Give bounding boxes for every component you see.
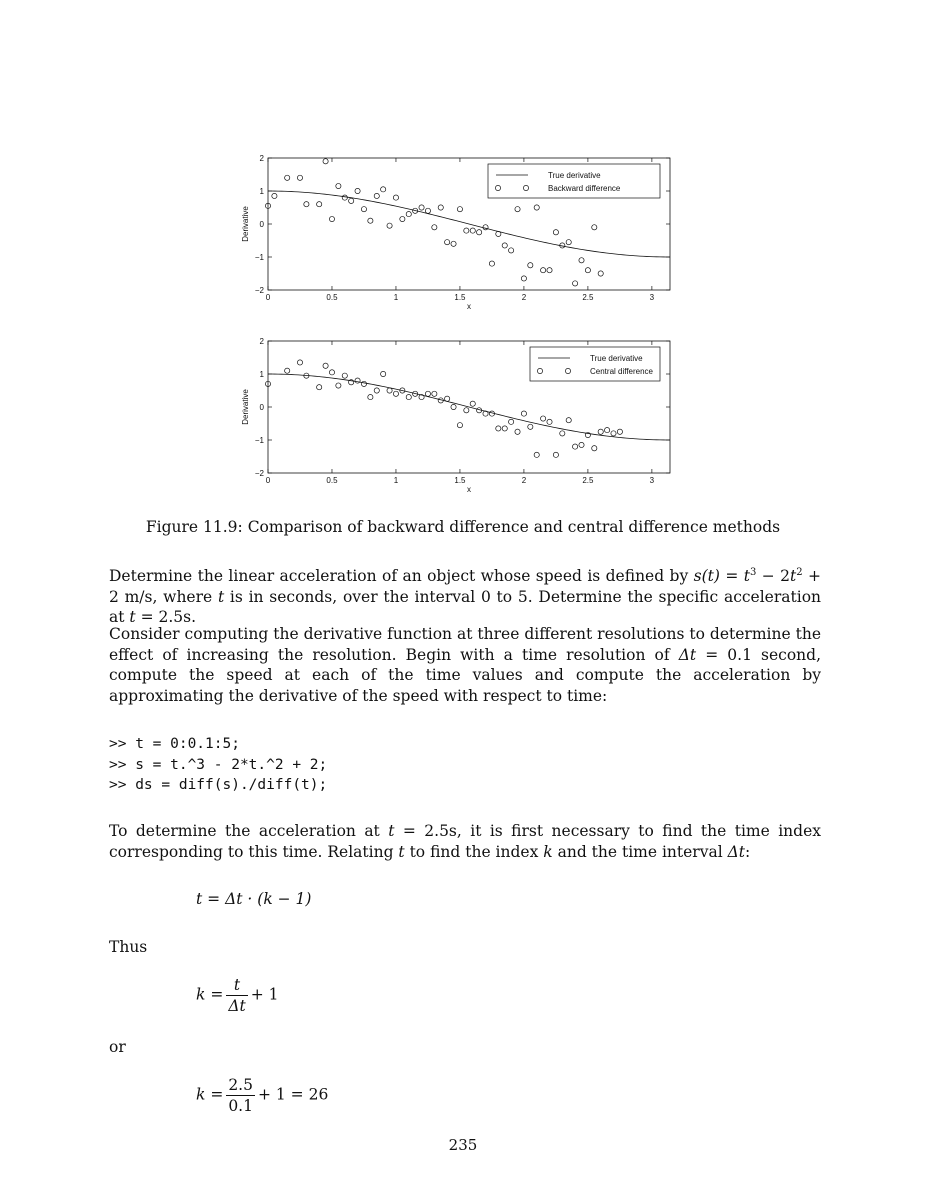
- x-tick-label: 0: [265, 476, 271, 485]
- y-tick-label: −2: [254, 469, 264, 478]
- data-point: [457, 207, 462, 212]
- y-tick-label: 2: [259, 154, 264, 163]
- data-point: [425, 208, 430, 213]
- data-point: [496, 231, 501, 236]
- data-point: [477, 230, 482, 235]
- data-point: [393, 195, 398, 200]
- data-point: [285, 175, 290, 180]
- data-point: [432, 391, 437, 396]
- data-point: [349, 198, 354, 203]
- data-point: [329, 370, 334, 375]
- text-thus: Thus: [109, 938, 148, 956]
- code-line: >> ds = diff(s)./diff(t);: [109, 777, 328, 793]
- fraction: $\frac{t}{\Delta t}$: [228, 976, 246, 1015]
- data-point: [304, 202, 309, 207]
- y-axis-label: Derivative: [241, 389, 250, 425]
- data-point: [400, 216, 405, 221]
- x-tick-label: 3: [649, 293, 655, 302]
- data-point: [534, 205, 539, 210]
- data-point: [464, 228, 469, 233]
- data-point: [598, 429, 603, 434]
- data-point: [617, 429, 622, 434]
- data-point: [381, 187, 386, 192]
- equation-index: k = $\frac{t}{\Delta t}$ + 1: [196, 976, 279, 1015]
- x-tick-label: 2: [521, 293, 527, 302]
- x-tick-label: 1.5: [454, 476, 466, 485]
- x-tick-label: 1.5: [454, 293, 466, 302]
- x-tick-label: 0: [265, 293, 271, 302]
- data-point: [592, 446, 597, 451]
- code-line: >> s = t.^3 - 2*t.^2 + 2;: [109, 756, 328, 773]
- data-point: [483, 411, 488, 416]
- data-point: [432, 225, 437, 230]
- y-axis-label: Derivative: [241, 206, 250, 242]
- data-point: [573, 444, 578, 449]
- data-point: [272, 193, 277, 198]
- data-point: [361, 207, 366, 212]
- data-point: [374, 388, 379, 393]
- data-point: [329, 216, 334, 221]
- data-point: [342, 195, 347, 200]
- data-point: [515, 429, 520, 434]
- data-point: [541, 416, 546, 421]
- data-point: [585, 268, 590, 273]
- data-point: [355, 378, 360, 383]
- x-tick-label: 2.5: [582, 293, 594, 302]
- data-point: [368, 218, 373, 223]
- code-block: [109, 734, 327, 796]
- data-point: [285, 368, 290, 373]
- data-point: [451, 241, 456, 246]
- text-or: or: [109, 1038, 126, 1056]
- x-tick-label: 2.5: [582, 476, 594, 485]
- data-point: [592, 225, 597, 230]
- data-point: [566, 418, 571, 423]
- data-point: [521, 276, 526, 281]
- data-point: [598, 271, 603, 276]
- y-tick-label: −1: [254, 253, 264, 262]
- fraction: $\frac{2.5}{0.1}$: [228, 1076, 253, 1115]
- y-tick-label: −2: [254, 286, 264, 295]
- x-axis-label: x: [467, 485, 471, 494]
- data-point: [534, 452, 539, 457]
- data-point: [361, 381, 366, 386]
- data-point: [541, 268, 546, 273]
- data-point: [381, 371, 386, 376]
- chart-svg: [230, 150, 690, 330]
- x-tick-label: 0.5: [326, 293, 338, 302]
- paragraph-problem-statement: Determine the linear acceleration of an object whose speed is defined by $s(t) = t^3 - 2t^2 + 2$ m/s, where t is in seconds, over the interval 0 to 5. Determine the specific acceleration at t = 2.5s.: [109, 566, 822, 626]
- data-point: [611, 431, 616, 436]
- data-point: [573, 281, 578, 286]
- data-point: [509, 419, 514, 424]
- data-point: [406, 212, 411, 217]
- data-point: [374, 193, 379, 198]
- data-point: [457, 423, 462, 428]
- chart-svg: [230, 333, 690, 513]
- data-point: [489, 261, 494, 266]
- equation-index-value: k = $\frac{2.5}{0.1}$ + 1 = 26: [196, 1076, 329, 1115]
- legend-label: Central difference: [590, 367, 653, 376]
- data-point: [528, 263, 533, 268]
- data-point: [521, 411, 526, 416]
- data-point: [445, 396, 450, 401]
- x-tick-label: 1: [393, 476, 399, 485]
- data-point: [336, 383, 341, 388]
- data-point: [336, 183, 341, 188]
- data-point: [317, 202, 322, 207]
- data-point: [438, 205, 443, 210]
- data-point: [483, 225, 488, 230]
- page-number: 235: [448, 1136, 478, 1154]
- data-point: [579, 258, 584, 263]
- data-point: [368, 395, 373, 400]
- data-point: [515, 207, 520, 212]
- data-point: [387, 388, 392, 393]
- x-tick-label: 1: [393, 293, 399, 302]
- data-point: [342, 373, 347, 378]
- true-derivative-line: [268, 191, 670, 257]
- data-point: [553, 230, 558, 235]
- data-point: [566, 240, 571, 245]
- data-point: [496, 426, 501, 431]
- legend-label: Backward difference: [548, 184, 621, 193]
- data-point: [425, 391, 430, 396]
- data-point: [470, 401, 475, 406]
- paragraph-time-index: To determine the acceleration at t = 2.5s, it is first necessary to find the time index corresponding to this time. Relating t to find the index k and the time interval Δt:: [109, 822, 822, 861]
- x-axis-label: x: [467, 302, 471, 311]
- data-point: [464, 408, 469, 413]
- data-point: [528, 424, 533, 429]
- paragraph-resolution: Consider computing the derivative function at three different resolutions to determine the effect of increasing the resolution. Begin with a time resolution of Δt = 0.1 second, compute the speed at each of the time values and compute the acceleration by approximating the derivative of the speed with respect to time:: [109, 625, 822, 705]
- data-point: [387, 223, 392, 228]
- legend-label: True derivative: [548, 171, 601, 180]
- data-point: [547, 268, 552, 273]
- y-tick-label: 1: [259, 370, 264, 379]
- data-point: [560, 431, 565, 436]
- y-tick-label: 0: [259, 403, 264, 412]
- data-point: [393, 391, 398, 396]
- data-point: [579, 442, 584, 447]
- data-point: [406, 395, 411, 400]
- legend-label: True derivative: [590, 354, 643, 363]
- data-point: [297, 175, 302, 180]
- data-point: [355, 188, 360, 193]
- data-point: [470, 228, 475, 233]
- y-tick-label: 2: [259, 337, 264, 346]
- x-tick-label: 3: [649, 476, 655, 485]
- x-tick-label: 2: [521, 476, 527, 485]
- data-point: [445, 240, 450, 245]
- data-point: [297, 360, 302, 365]
- data-point: [502, 243, 507, 248]
- data-point: [451, 404, 456, 409]
- code-line: >> t = 0:0.1:5;: [109, 736, 240, 752]
- data-point: [604, 428, 609, 433]
- data-point: [502, 426, 507, 431]
- chart-backward-difference: [230, 150, 690, 330]
- equation-time: t = Δt · (k − 1): [196, 890, 312, 908]
- y-tick-label: −1: [254, 436, 264, 445]
- data-point: [419, 205, 424, 210]
- chart-central-difference: [230, 333, 690, 513]
- y-tick-label: 1: [259, 187, 264, 196]
- x-tick-label: 0.5: [326, 476, 338, 485]
- data-point: [547, 419, 552, 424]
- data-point: [553, 452, 558, 457]
- data-point: [323, 363, 328, 368]
- y-tick-label: 0: [259, 220, 264, 229]
- data-point: [323, 159, 328, 164]
- data-point: [317, 385, 322, 390]
- figure-caption: Figure 11.9: Comparison of backward difference and central difference methods: [145, 518, 781, 536]
- data-point: [509, 248, 514, 253]
